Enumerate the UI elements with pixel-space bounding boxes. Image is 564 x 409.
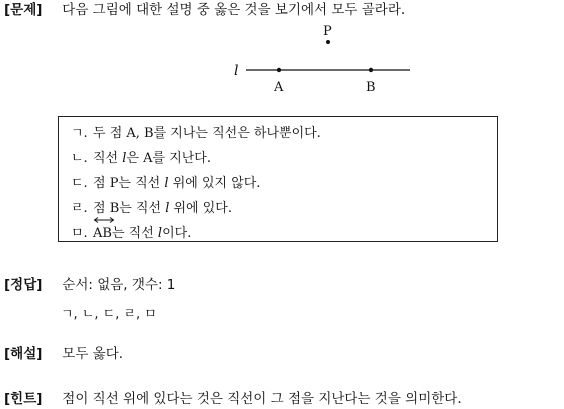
choice-text: 위에 있다.	[169, 201, 232, 216]
point-a	[277, 68, 281, 72]
answer-tag: [정답]	[4, 277, 43, 293]
choice-text: 두 점 A, B를 지나는 직선은 하나뿐이다.	[93, 126, 321, 141]
answer-line1: 순서: 없음, 갯수: 1	[62, 277, 176, 293]
choice-marker: ㄱ.	[71, 126, 88, 141]
problem-tag: [문제]	[4, 2, 43, 18]
hint-row	[4, 391, 462, 407]
choice-2	[71, 146, 497, 171]
line-label: l	[234, 63, 239, 79]
line-ab-text: AB	[93, 226, 112, 241]
choice-text: 은 A를 지난다.	[126, 151, 211, 166]
choice-4	[71, 196, 497, 221]
answer-line2: ㄱ, ㄴ, ㄷ, ㄹ, ㅁ	[61, 307, 157, 322]
point-b-label: B	[366, 80, 376, 95]
choice-text: 이다.	[162, 226, 192, 241]
double-arrow-icon	[93, 217, 115, 223]
point-p	[326, 40, 330, 44]
explanation-text: 모두 옳다.	[62, 346, 124, 362]
explanation-row	[4, 346, 123, 362]
choice-text: 위에 있지 않다.	[168, 176, 261, 191]
line-var: l	[122, 151, 127, 166]
line-ab-notation	[93, 221, 112, 246]
line-var: l	[164, 176, 169, 191]
choice-text: 직선	[93, 151, 123, 166]
line-var: l	[157, 226, 163, 241]
line-point-figure	[226, 20, 426, 100]
explanation-tag: [해설]	[4, 346, 43, 362]
choice-marker: ㄴ.	[71, 151, 88, 166]
line-var: l	[165, 201, 170, 216]
problem-text: 다음 그림에 대한 설명 중 옳은 것을 보기에서 모두 골라라.	[62, 2, 406, 18]
point-a-label: A	[274, 80, 284, 95]
choice-text: 점 P는 직선	[93, 176, 165, 191]
choice-marker: ㄷ.	[71, 176, 88, 191]
choice-text: 점 B는 직선	[93, 201, 166, 216]
choice-text: 는 직선	[111, 226, 158, 241]
choices-box	[58, 116, 498, 242]
answer-row	[4, 277, 175, 293]
problem-row	[4, 2, 405, 18]
choice-marker: ㄹ.	[71, 201, 88, 216]
choice-3	[71, 171, 497, 196]
choice-1	[71, 121, 497, 146]
hint-text: 점이 직선 위에 있다는 것은 직선이 그 점을 지난다는 것을 의미한다.	[62, 391, 462, 407]
point-b	[369, 68, 373, 72]
choice-5	[71, 221, 497, 246]
hint-tag: [힌트]	[4, 391, 43, 407]
choice-marker: ㅁ.	[71, 226, 88, 241]
point-p-label: P	[323, 24, 332, 39]
